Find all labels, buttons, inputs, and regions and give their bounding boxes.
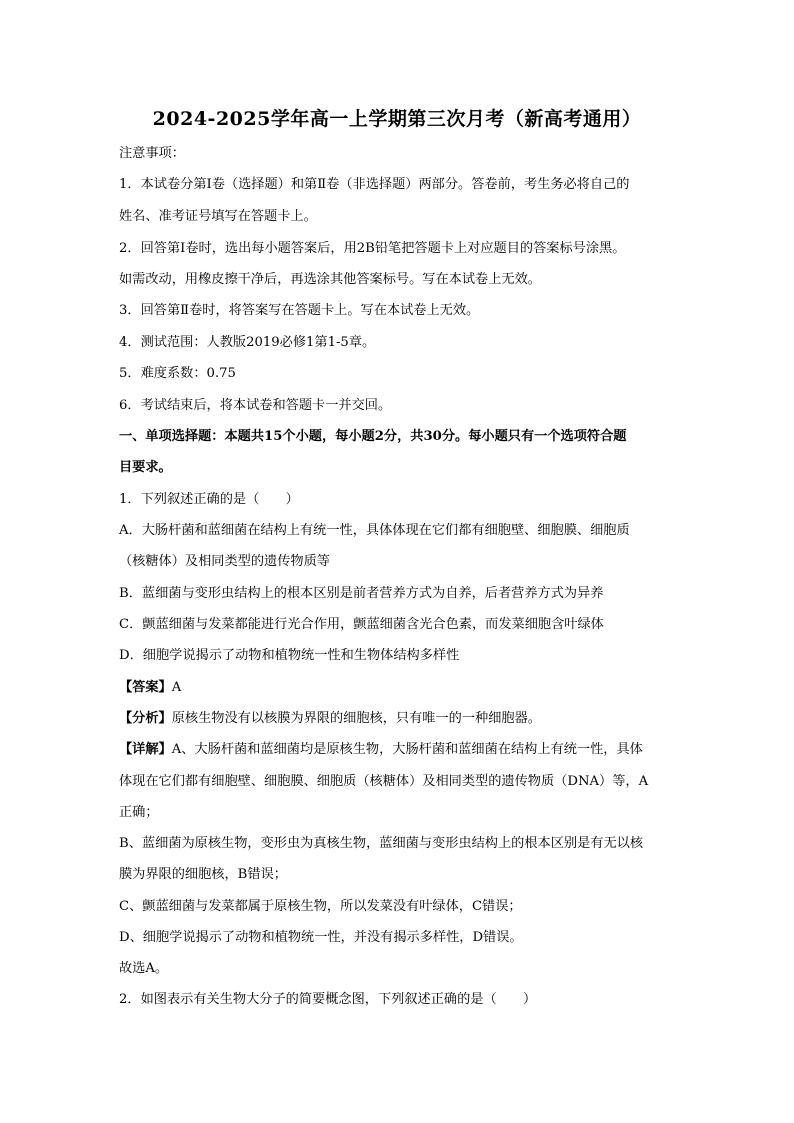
notice-item-2: 2．回答第Ⅰ卷时，选出每小题答案后，用2B铅笔把答题卡上对应题目的答案标号涂黑。 (119, 241, 626, 256)
detail-line-1 (119, 741, 643, 759)
question-1-option-d: D．细胞学说揭示了动物和植物统一性和生物体结构多样性 (119, 648, 460, 663)
detail-line-6: C、颤蓝细菌与发菜都属于原核生物，所以发菜没有叶绿体，C错误； (119, 899, 522, 914)
analysis-tag: 【分析】 (119, 711, 172, 726)
notice-item-1-cont: 姓名、准考证号填写在答题卡上。 (119, 209, 317, 224)
notice-item-3: 3．回答第Ⅱ卷时，将答案写在答题卡上。写在本试卷上无效。 (119, 303, 480, 318)
question-2-stem: 2．如图表示有关生物大分子的简要概念图，下列叙述正确的是（ ） (119, 992, 537, 1007)
question-1-stem: 1．下列叙述正确的是（ ） (119, 492, 299, 507)
answer-tag: 【答案】 (119, 680, 172, 695)
notice-item-2-cont: 如需改动，用橡皮擦干净后，再选涂其他答案标号。写在本试卷上无效。 (119, 272, 541, 287)
detail-text-1: A、大肠杆菌和蓝细菌均是原核生物，大肠杆菌和蓝细菌在结构上有统一性，具体 (171, 742, 643, 757)
section-heading-cont: 目要求。 (119, 460, 172, 475)
analysis-line (119, 710, 541, 728)
analysis-text: 原核生物没有以核膜为界限的细胞核，只有唯一的一种细胞器。 (171, 711, 541, 726)
notice-heading: 注意事项： (119, 146, 185, 161)
question-1-option-a: A．大肠杆菌和蓝细菌在结构上有统一性，具体体现在它们都有细胞壁、细胞膜、细胞质 (119, 523, 630, 538)
question-1-option-c: C．颤蓝细菌与发菜都能进行光合作用，颤蓝细菌含光合色素，而发菜细胞含叶绿体 (119, 617, 604, 632)
conclusion-line: 故选A。 (119, 961, 169, 976)
notice-item-5: 5．难度系数：0.75 (119, 366, 236, 381)
detail-line-5: 膜为界限的细胞核，B错误； (119, 867, 287, 882)
question-1-option-b: B．蓝细菌与变形虫结构上的根本区别是前者营养方式为自养，后者营养方式为异养 (119, 586, 604, 601)
notice-item-4: 4．测试范围：人教版2019必修1第1-5章。 (119, 335, 376, 350)
question-1-option-a-cont: （核糖体）及相同类型的遗传物质等 (119, 554, 330, 569)
detail-line-3: 正确； (119, 805, 159, 820)
answer-value: A (171, 680, 182, 695)
detail-line-2: 体现在它们都有细胞壁、细胞膜、细胞质（核糖体）及相同类型的遗传物质（DNA）等，A (119, 774, 649, 789)
detail-tag: 【详解】 (119, 742, 172, 757)
answer-line (119, 679, 181, 697)
notice-item-6: 6．考试结束后，将本试卷和答题卡一并交回。 (119, 398, 392, 413)
page-title: 2024-2025学年高一上学期第三次月考（新高考通用） (152, 108, 642, 130)
section-heading: 一、单项选择题：本题共15个小题，每小题2分，共30分。每小题只有一个选项符合题 (119, 429, 627, 444)
notice-item-1: 1．本试卷分第Ⅰ卷（选择题）和第Ⅱ卷（非选择题）两部分。答卷前，考生务必将自己的 (119, 177, 630, 192)
detail-line-4: B、蓝细菌为原核生物，变形虫为真核生物，蓝细菌与变形虫结构上的根本区别是有无以核 (119, 836, 643, 851)
detail-line-7: D、细胞学说揭示了动物和植物统一性，并没有揭示多样性，D错误。 (119, 930, 523, 945)
